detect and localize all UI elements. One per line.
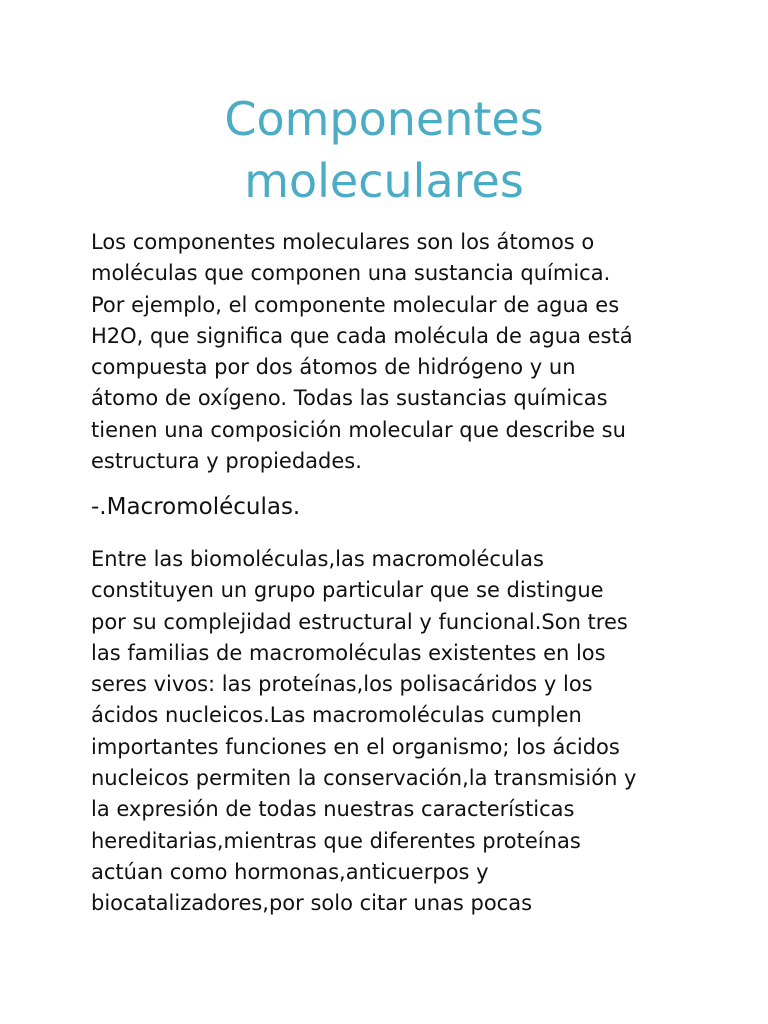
- paragraph-line: H2O, que significa que cada molécula de agua está: [91, 323, 633, 348]
- paragraph-line: constituyen un grupo particular que se distingue: [91, 578, 604, 603]
- paragraph-line: estructura y propiedades.: [91, 449, 362, 474]
- title-line: Componentes: [224, 92, 544, 146]
- paragraph-line: compuesta por dos átomos de hidrógeno y un: [91, 355, 576, 380]
- paragraph-line: seres vivos: las proteínas,los polisacáridos y los: [91, 672, 593, 697]
- paragraph-line: nucleicos permiten la conservación,la transmisión y: [91, 766, 637, 791]
- macromolecules-paragraph: [91, 544, 691, 920]
- section-heading: -.Macromoléculas.: [91, 494, 301, 520]
- intro-paragraph: [91, 227, 691, 477]
- paragraph-line: Los componentes moleculares son los átomos o: [91, 230, 595, 254]
- page-title: [0, 88, 768, 212]
- paragraph-line: por su complejidad estructural y funcional.Son tres: [91, 609, 628, 634]
- paragraph-line: la expresión de todas nuestras características: [91, 797, 575, 822]
- paragraph-line: Entre las biomoléculas,las macromoléculas: [91, 547, 544, 571]
- paragraph-line: Por ejemplo, el componente molecular de agua es: [91, 292, 620, 317]
- paragraph-line: moléculas que componen una sustancia química.: [91, 261, 611, 286]
- paragraph-line: hereditarias,mientras que diferentes proteínas: [91, 828, 581, 853]
- paragraph-line: tienen una composición molecular que describe su: [91, 417, 626, 442]
- paragraph-line: ácidos nucleicos.Las macromoléculas cumplen: [91, 703, 582, 728]
- paragraph-line: biocatalizadores,por solo citar unas pocas: [91, 891, 533, 916]
- paragraph-line: átomo de oxígeno. Todas las sustancias químicas: [91, 386, 608, 411]
- paragraph-line: las familias de macromoléculas existentes en los: [91, 640, 606, 665]
- paragraph-line: actúan como hormonas,anticuerpos y: [91, 859, 489, 884]
- paragraph-line: importantes funciones en el organismo; los ácidos: [91, 734, 620, 759]
- title-line: moleculares: [244, 154, 524, 208]
